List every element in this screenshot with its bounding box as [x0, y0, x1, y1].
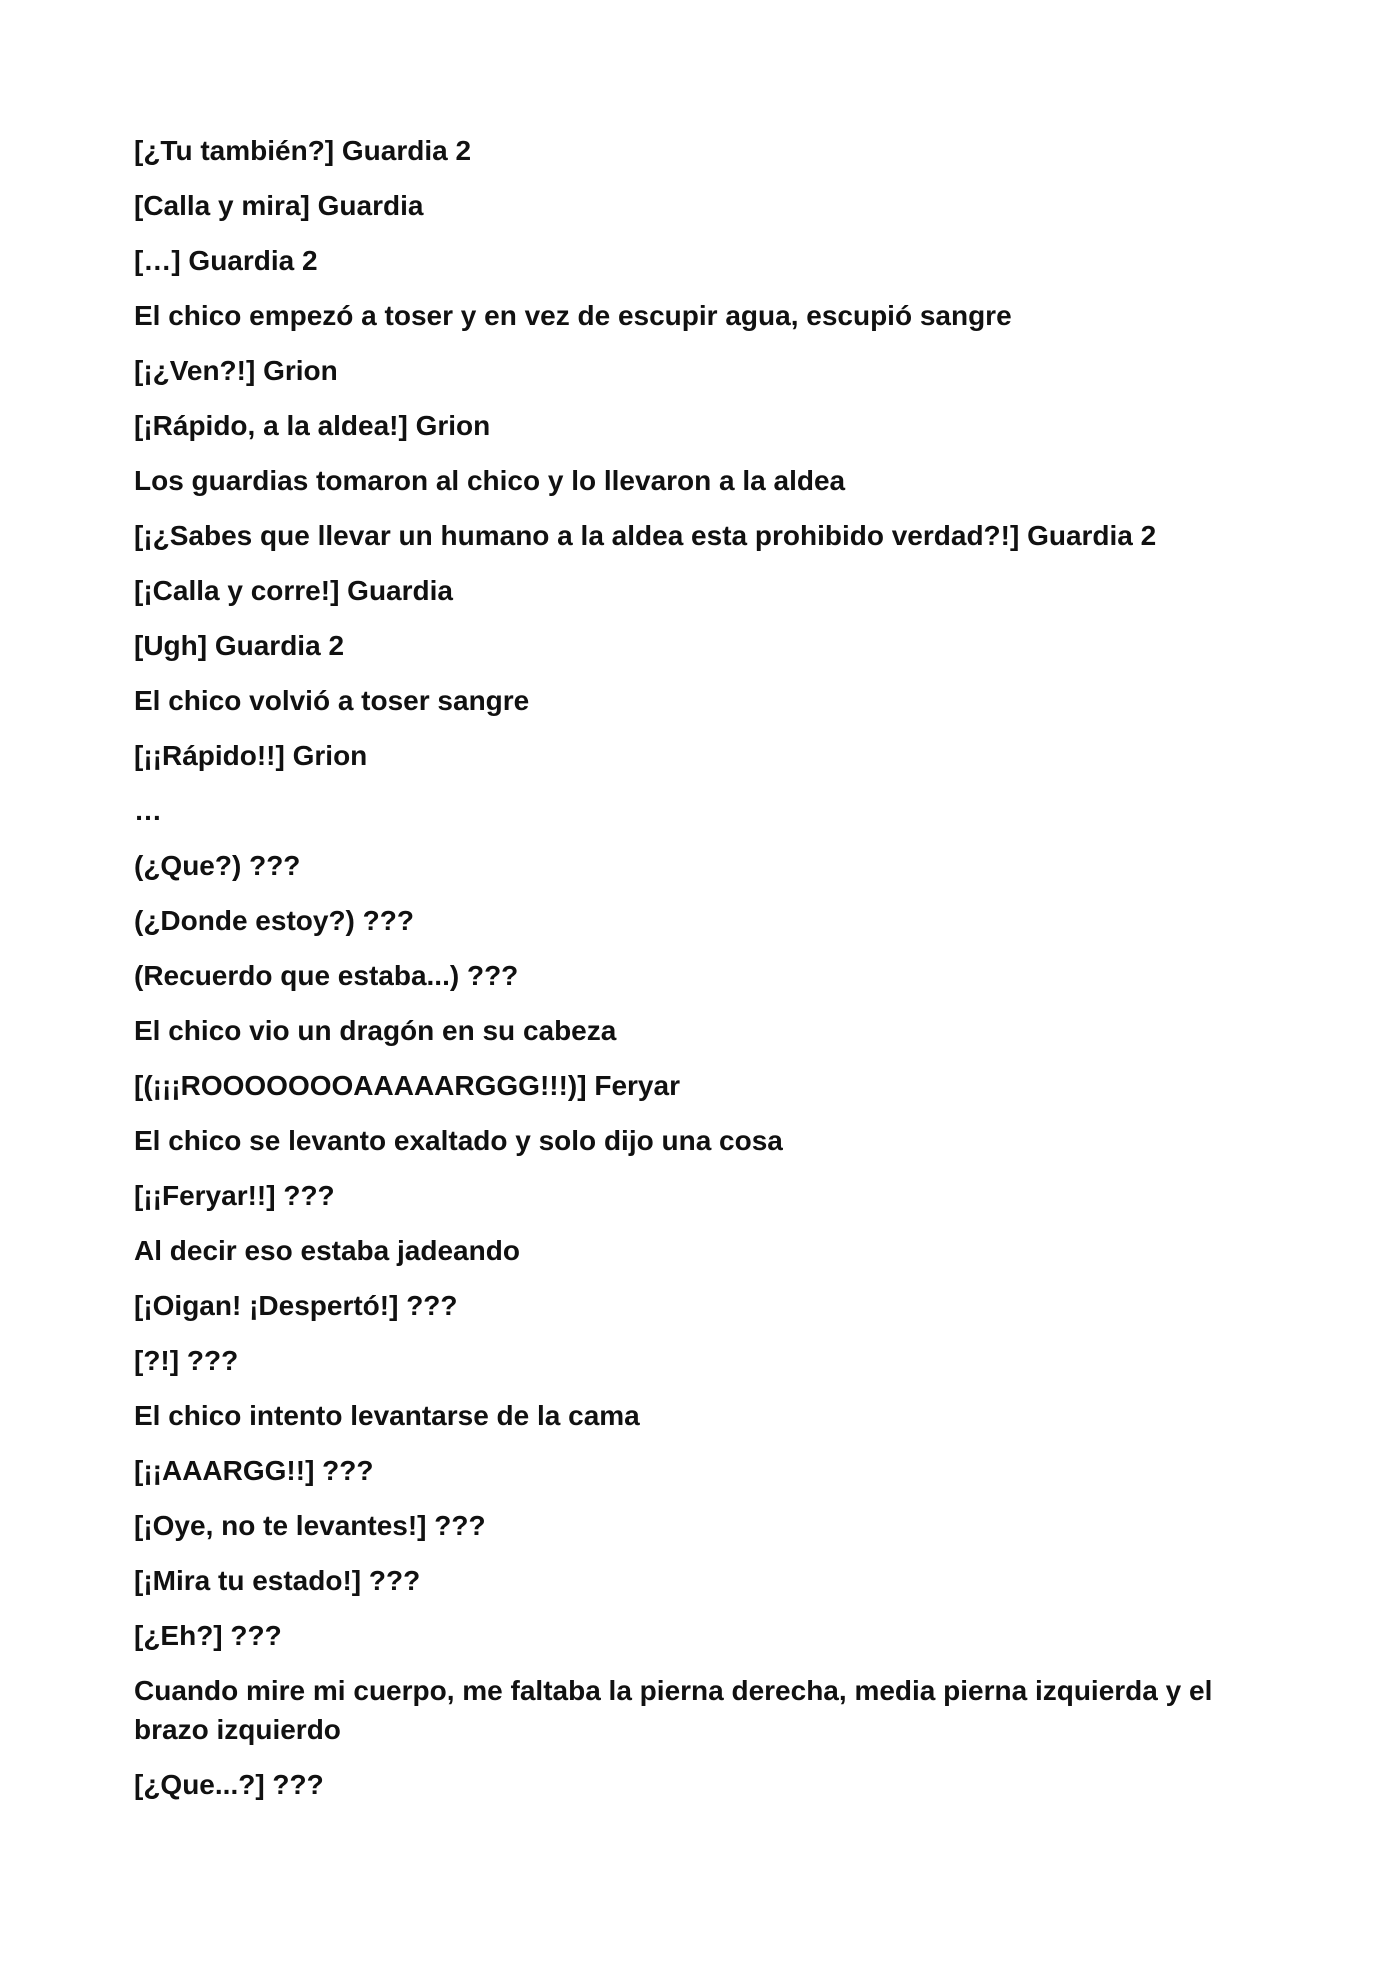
text-line: El chico se levanto exaltado y solo dijo una cosa — [134, 1125, 783, 1156]
text-line: [¡Calla y corre!] Guardia — [134, 575, 453, 606]
text-line: [¡¡AAARGG!!] ??? — [134, 1455, 374, 1486]
text-line: [¿Eh?] ??? — [134, 1620, 282, 1651]
text-line: [¡¡Rápido!!] Grion — [134, 740, 368, 771]
text-line: [Ugh] Guardia 2 — [134, 630, 345, 661]
text-line: El chico vio un dragón en su cabeza — [134, 1015, 617, 1046]
text-line: [¡Rápido, a la aldea!] Grion — [134, 410, 491, 441]
text-line: [¡¿Sabes que llevar un humano a la aldea esta prohibido verdad?!] Guardia 2 — [134, 520, 1157, 551]
text-line: [(¡¡¡ROOOOOOOAAAAARGGG!!!)] Feryar — [134, 1070, 680, 1101]
text-line: … — [134, 795, 162, 826]
text-line: Al decir eso estaba jadeando — [134, 1235, 520, 1266]
text-line: Los guardias tomaron al chico y lo llevaron a la aldea — [134, 465, 846, 496]
text-line: [¡Oigan! ¡Despertó!] ??? — [134, 1290, 458, 1321]
text-line: [Calla y mira] Guardia — [134, 190, 424, 221]
text-line: [¡¿Ven?!] Grion — [134, 355, 338, 386]
text-line: (¿Que?) ??? — [134, 850, 301, 881]
text-line: [¿Que...?] ??? — [134, 1769, 324, 1800]
text-line: [¿Tu también?] Guardia 2 — [134, 135, 472, 166]
text-line: El chico empezó a toser y en vez de escupir agua, escupió sangre — [134, 300, 1012, 331]
text-line: El chico intento levantarse de la cama — [134, 1400, 640, 1431]
document-body — [134, 131, 1274, 1820]
text-line: [¡Oye, no te levantes!] ??? — [134, 1510, 486, 1541]
text-line: (Recuerdo que estaba...) ??? — [134, 960, 519, 991]
text-line: (¿Donde estoy?) ??? — [134, 905, 414, 936]
text-line: Cuando mire mi cuerpo, me faltaba la pierna derecha, media pierna izquierda y el brazo izquierdo — [134, 1675, 1213, 1745]
text-line: [¡Mira tu estado!] ??? — [134, 1565, 421, 1596]
text-line: [¡¡Feryar!!] ??? — [134, 1180, 335, 1211]
text-line: [?!] ??? — [134, 1345, 239, 1376]
text-line: […] Guardia 2 — [134, 245, 318, 276]
text-line: El chico volvió a toser sangre — [134, 685, 530, 716]
